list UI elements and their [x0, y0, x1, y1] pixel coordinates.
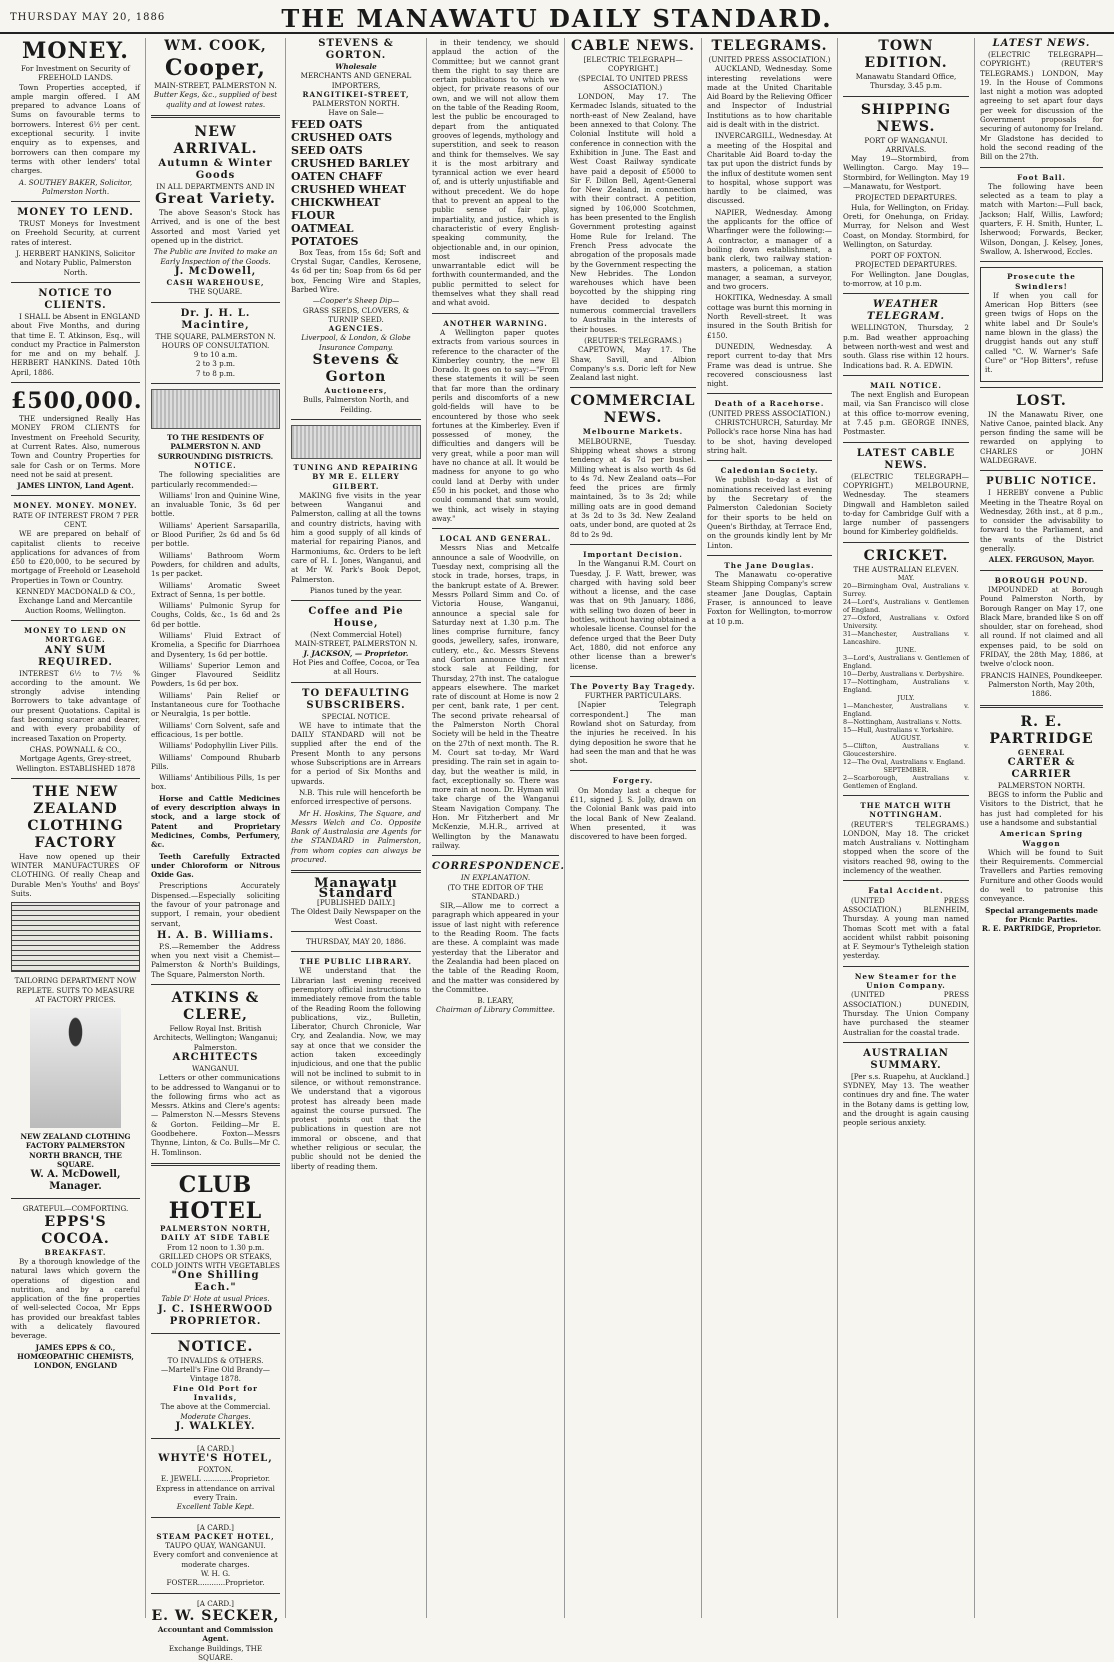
arrival-heading: NEW ARRIVAL. [173, 123, 258, 157]
nb-rule: N.B. This rule will henceforth be enforced irrespective of persons. [291, 787, 421, 807]
moderate-charges: Moderate Charges. [180, 1411, 251, 1421]
column-7 [838, 38, 975, 1618]
williams-item: Williams' Podophyllin Liver Pills. [159, 741, 279, 751]
published-daily: [PUBLISHED DAILY.] [317, 897, 395, 907]
sg-auctioneers-heading: Stevens & Gorton [312, 352, 400, 386]
shipping-heading: SHIPPING NEWS. [860, 101, 952, 135]
dunedin-telegram: DUNEDIN, Wednesday. A report current to-day that Mrs Frame was dead is untrue. She recovered consciousness last night. [707, 341, 832, 389]
cricket-fixtures [843, 574, 969, 790]
fixture-line: SEPTEMBER. [883, 765, 929, 774]
swindlers-body: If when you call for American Hop Bitters (see green twigs of Hops on the white label and Dr Soule's name blown in the glass) the druggist hands out any stuff called "C. W. Warner's Safe Cure" or "Hop Bitters", refuse it. [985, 290, 1098, 375]
in-all-departments: IN ALL DEPARTMENTS AND IN [156, 181, 275, 191]
melbourne-body: MELBOURNE, Tuesday. Shipping wheat shows a strong tendency at 4s 7d per bushel. Milling wheat is also worth 4s 6d to 4s 7d. New Zealand oats—For feed the prices are firmly maintained, 3s to 3s 2d; while milling oats are in good demand at 3s 2d to 3s 3d. New Zealand oats, under bond, are quoted at 2s 8d to 2s 9d. [570, 436, 696, 539]
gilbert-body: MAKING five visits in the year between Wanganui and Palmerston, calling at all the towns and country districts, having with him a good supply of all kinds of material for repairing Pianos, and Harmoniums, &c. Orders to be left care of H. I. Jones, Wanganui, and at Mr W. Park's Book Depot, Palmerston. [291, 490, 421, 584]
port-wanganui: PORT OF WANGANUI. [864, 135, 948, 145]
football-body: The following have been selected as a team to play a match with Marton:—Full back, Jackson; Half, Willis, Lawford; quarters, F. H. Smith, Hunter, L. Isherwood; Forwards, Becker, Wilson, Dongan, J. Kelsey, Jones, Swallow, A. Isherwood, Eccles. [980, 181, 1103, 256]
fatal-heading: Fatal Accident. [868, 886, 944, 896]
mail-heading: MAIL NOTICE. [870, 380, 942, 390]
martell: —Martell's Fine Old Brandy—Vintage 1878. [161, 1365, 270, 1384]
williams-signature: H. A. B. Williams. [157, 929, 274, 941]
racehorse-sub: (UNITED PRESS ASSOCIATION.) [708, 408, 831, 418]
hours-3: 7 to 8 p.m. [195, 368, 236, 378]
steam-packet: STEAM PACKET HOTEL, [156, 1531, 275, 1541]
agents-note: Mr H. Hoskins, The Square, and Messrs Welch and Co. Opposite Bank of Australasia are Agents for the STANDARD in Palmerston, from whom copies can always be procured. [291, 808, 421, 865]
liverpool: Liverpool, & London, & Globe Insurance Company. [301, 333, 411, 352]
pownall-signature: CHAS. POWNALL & CO., Mortgage Agents, Grey-street, Wellington. ESTABLISHED 1878 [15, 744, 136, 773]
fixture-line: 17—Nottingham, Australians v. England. [843, 677, 969, 694]
goods-item: POTATOES [291, 234, 359, 248]
one-shilling: "One Shilling Each." [171, 1270, 260, 1294]
williams-item: Williams' Corn Solvent, safe and efficacious, 1s per bottle. [151, 720, 280, 739]
residents-heading: TO THE RESIDENTS OF PALMERSTON N. AND SURROUNDING DISTRICTS. [157, 433, 274, 461]
partridge-sign: R. E. PARTRIDGE, Proprietor. [981, 924, 1102, 934]
weather-heading: WEATHER TELEGRAM. [867, 299, 945, 323]
grilled: GRILLED CHOPS OR STEAKS, COLD JOINTS WITH VEGETABLES [151, 1251, 280, 1271]
partridge-pn: PALMERSTON NORTH. [997, 780, 1086, 790]
pianos-tuned: Pianos tuned by the year. [309, 585, 403, 595]
cricket-heading: CRICKET. [863, 547, 949, 564]
fixture-line: JUNE. [895, 645, 917, 654]
epps-heading: EPPS'S COCOA. [41, 1213, 110, 1247]
williams-item: Williams' Aperient Sarsaparilla, or Blood Purifier, 2s 6d and 5s 6d per bottle. [151, 520, 280, 549]
auctioneers: Auctioneers, [324, 386, 388, 396]
fixture-line: 31—Manchester, Australians v. Lancashire. [843, 629, 969, 646]
cable-heading: CABLE NEWS. [571, 38, 695, 54]
column-4 [427, 38, 565, 1618]
club-hotel-heading: CLUB HOTEL [168, 1171, 263, 1224]
lend-heading: MONEY TO LEND. [17, 207, 134, 219]
fixture-line: 12—The Oval, Australians v. England. [843, 757, 966, 766]
williams-item: Williams' Bathroom Worm Powders, for children and adults, 1s per packet. [151, 550, 280, 579]
secker-address: Exchange Buildings, THE SQUARE. [168, 1643, 263, 1662]
fixture-line: 20—Birmingham Oval, Australians v. Surrey. [843, 581, 969, 598]
williams-item: Williams' Superior Lemon and Ginger Flavoured Seidlitz Powders, 1s 6d per box. [151, 660, 280, 689]
fixture-line: 15—Hull, Australians v. Yorkshire. [843, 725, 954, 734]
fixture-line: 8—Nottingham, Australians v. Notts. [843, 717, 962, 726]
williams-item: Williams' Pain Relief or Instantaneous cure for Toothache or Neuralgia, 1s per bottle. [151, 690, 280, 719]
fixture-line: 2—Scarborough, Australians v. Gentlemen of England. [843, 773, 969, 790]
library-heading: THE PUBLIC LIBRARY. [299, 957, 412, 967]
nz-clothing-heading: THE NEW ZEALAND CLOTHING FACTORY [27, 783, 124, 851]
williams-list [151, 491, 280, 792]
defaulting-heading: TO DEFAULTING SUBSCRIBERS. [302, 687, 410, 711]
goods-item: FLOUR [291, 208, 335, 222]
rangitikei: RANGITIKEI-STREET, [302, 89, 410, 99]
whyte-hotel: WHYTE'S HOTEL, [158, 1453, 273, 1465]
town-edition-time: Thursday, 3.45 p.m. [869, 81, 942, 91]
port-invalids: Fine Old Port for Invalids, [173, 1383, 258, 1402]
table-dhote: Table D' Hote at usual Prices. [161, 1294, 270, 1304]
latest-cable-body: (ELECTRIC TELEGRAPH—COPYRIGHT.) MELBOURNE, Wednesday. The steamers Dingwall and Hambleton sailed to-day for Cambridge Gulf with a large number of passengers bound for Kimberley goldfields. [843, 471, 969, 537]
fatal-body: (UNITED PRESS ASSOCIATION.) BLENHEIM, Thursday. A young man named Thomas Scott met with a fatal accident whilst rabbit poisoning at F. Seymour's Tytheleigh station yesterday. [843, 895, 969, 961]
whyte-card: [A CARD.] [197, 1443, 234, 1453]
proprietor-label: PROPRIETOR. [169, 1315, 262, 1327]
column-3 [286, 38, 427, 1618]
coffee-address: MAIN-STREET, PALMERSTON N. [294, 639, 418, 649]
foxton-body: For Wellington. Jane Douglas, to-morrow, at 10 p.m. [843, 269, 969, 289]
williams-item: Williams' Compound Rhubarb Pills. [151, 752, 280, 771]
fixture-line: 1—Manchester, Australians v. England. [843, 701, 969, 718]
masthead [0, 0, 1114, 34]
grass-seeds: GRASS SEEDS, CLOVERS, & TURNIP SEED. [302, 305, 410, 324]
secker-card: [A CARD.] [197, 1598, 234, 1608]
swindlers-box [980, 267, 1103, 381]
leary-signature: B. LEARY, [477, 996, 514, 1006]
warning-heading: ANOTHER WARNING. [443, 318, 548, 328]
important-body: In the Wanganui R.M. Court on Tuesday, J. F. Watt, brewer, was charged with having sold beer without a license, and the case was that on 9th January, 1886, with selling two dozen of beer in bottles, without having obtained a wholesale license. Counsel for the defence urged that the Beer Duty Act, 1880, did not enforce any other license than a brewer's license. [570, 559, 696, 671]
melbourne-heading: Melbourne Markets. [582, 427, 684, 437]
racehorse-body: CHRISTCHURCH, Saturday. Mr Pollock's race horse Nina has had to be shot, having developed string halt. [707, 417, 832, 455]
williams-ps: P.S.—Remember the Address when you next visit a Chemist—Palmerston & North's Buildings, The Square, Palmerston North. [151, 941, 280, 979]
jane-body: The Manawatu co-operative Steam Shipping Company's screw steamer Jane Douglas, Captain Fraser, is announced to leave Foxton for Wellington, to-morrow at 10 p.m. [707, 570, 832, 626]
bulls: Bulls, Palmerston North, and Feilding. [303, 395, 409, 414]
jane-heading: The Jane Douglas. [724, 560, 815, 570]
racehorse-heading: Death of a Racehorse. [714, 399, 825, 409]
agencies: AGENCIES. [328, 324, 384, 334]
epps-pre: GRATEFUL—COMFORTING. [22, 1204, 129, 1214]
explanation-heading: IN EXPLANATION. [460, 873, 531, 883]
notice-heading: NOTICE. [194, 460, 237, 470]
cooper-heading: Cooper, [165, 55, 266, 81]
partridge-body: BEGS to inform the Public and Visitors to the District, that he has just had completed for his use a handsome and substantial [980, 790, 1103, 827]
caledonian-body: We publish to-day a list of nominations received last evening by the Secretary of the Palmerston Caledonian Society for their sports to be held on Queen's Birthday, at Terrace End, on the grounds kindly lent by Mr Linton. [707, 475, 832, 550]
nz-clothing-side: TAILORING DEPARTMENT NOW REPLETE. SUITS TO MEASURE AT FACTORY PRICES. [14, 976, 137, 1004]
ferguson-signature: ALEX. FERGUSON, Mayor. [988, 555, 1095, 565]
latest-news-heading: LATEST NEWS. [992, 38, 1091, 49]
cook-address: MAIN-STREET, PALMERSTON N. [154, 81, 277, 90]
goods-item: OATEN CHAFF [291, 169, 383, 183]
lend-body: TRUST Moneys for Investment on Freehold Security, at current rates of interest. [11, 219, 140, 247]
invercargill-telegram: INVERCARGILL, Wednesday. At a meeting of the Hospital and Charitable Aid Board to-day the tax put upon the district funds by the influx of destitute women sent to hospital, whose support was hardly to be claimed, was discussed. [707, 131, 832, 206]
goods-item: CRUSHED BARLEY [291, 156, 410, 170]
goods-item: OATMEAL [291, 221, 354, 235]
money-body: Town Properties accepted, if ample margin offered. I AM prepared to advance Loans of Sums on favourable terms to borrowers. Interest 6½ per cent. exceptional security. I invite enquiry as to expenses, and borrowers can then compare my terms with other lenders' total charges. [11, 82, 140, 176]
standard-nameplate: Manawatu Standard [314, 876, 398, 901]
kennedy-signature: KENNEDY MACDONALD & CO., Exchange Land and Mercantile Auction Rooms, Wellington. [15, 587, 136, 615]
column-1 [6, 38, 146, 1618]
correspondence-to: (TO THE EDITOR OF THE STANDARD.) [447, 882, 544, 901]
capetown: CAPETOWN, May 17. The Shaw, Savill, and Albion Company's s.s. Doric left for New Zealand last night. [570, 345, 696, 383]
daily-time: From 12 noon to 1.30 p.m. [166, 1242, 265, 1252]
steam-address: TAUPO QUAY, WANGANUI. [165, 1541, 266, 1551]
poverty-body: [Napier Telegraph correspondent.] The man Rowland shot on Saturday, from the injuries he received. In his dying deposition he swore that he had seen the man and that he was shot. [570, 700, 696, 766]
nz-branch: NEW ZEALAND CLOTHING FACTORY PALMERSTON NORTH BRANCH, THE SQUARE. [20, 1132, 131, 1170]
ship-illustration [151, 389, 280, 429]
steamer-body: (UNITED PRESS ASSOCIATION.) DUNEDIN, Thursday. The Union Company have purchased the steamer Australian for the coastal trade. [843, 990, 969, 1037]
correspondence-heading: CORRESPONDENCE. [432, 861, 566, 873]
projected-body: Hula, for Wellington, on Friday. Oreti, for Onehunga, on Friday. Murray, for Nelson and West Coast, on Monday. Stormbird, for Wellington, on Saturday. [843, 202, 969, 249]
warning-body: A Wellington paper quotes extracts from various sources in reference to the character of the Kimberley country, the new El Dorado. It goes on to say:—"From these statements it will be seen that far more than the ordinary perils and discomforts of a new gold-fields will have to be encountered by those who seek fortunes at the Kimberley. Even if possessed of money, the difficulties and dangers will be very great, while a poor man will have no chance at all. It would be madness for anyone to go who could land at Derby with under £50 in his pocket, and those who could command that sum would, we think, act wisely in staying away." [432, 327, 559, 523]
mortgage-heading: MONEY TO LEND ON MORTGAGE. [24, 625, 127, 645]
pound-body: IMPOUNDED at Borough Pound Palmerston North, by Borough Ranger on May 17, one Black Mare, branded like S on off shoulder, star on forehead, shod all round. If not claimed and all expenses paid, to be sold on FRIDAY, the 28th May, 1886, at twelve o'clock noon. [980, 584, 1103, 669]
forgery-heading: Forgery. [612, 776, 654, 786]
epps-subheading: BREAKFAST. [44, 1247, 107, 1257]
autumn-heading: Autumn & Winter Goods [158, 157, 273, 181]
goods-item: CHICKWHEAT [291, 195, 381, 209]
notts-heading: THE MATCH WITH NOTTINGHAM. [860, 800, 952, 820]
coffee-sub: (Next Commercial Hotel) [310, 630, 402, 640]
fixture-line: 24—Lord's, Australians v. Gentlemen of England. [843, 597, 969, 614]
prescriptions: Prescriptions Accurately Dispensed.—Especially soliciting the favour of your patronage and support, I remain, your obedient servant, [151, 881, 280, 928]
daily-side-table: DAILY AT SIDE TABLE [160, 1233, 271, 1243]
great-variety: Great Variety. [155, 191, 276, 208]
goods-item: CRUSHED OATS [291, 130, 393, 144]
waggon-heading: American Spring Waggon [999, 829, 1084, 848]
coffee-heading: Coffee and Pie House, [308, 606, 404, 630]
sheep-dip: —Cooper's Sheep Dip— [312, 296, 400, 306]
auckland-telegram: AUCKLAND, Wednesday. Some interesting revelations were made at the United Charitable Aid Board by the Relieving Officer and Inspector of Industrial Institutions as to how charitable aid is dealt with in the district. [707, 64, 832, 130]
architects-heading: ARCHITECTS [172, 1051, 259, 1063]
partridge-heading: R. E. PARTRIDGE [989, 713, 1094, 747]
important-heading: Important Decision. [583, 549, 683, 559]
horse-medicines: Horse and Cattle Medicines of every description always in stock, and a large stock of Patent and Proprietary Medicines, Combs, Perfumery, &c. [151, 793, 280, 850]
williams-item: Williams' Fluid Extract of Kromelia, a Specific for Diarrhoea and Dysentery, 1s 6d per bottle. [151, 630, 280, 659]
isherwood-name: J. C. ISHERWOOD [157, 1303, 274, 1315]
fixture-line: 27—Oxford, Australians v. Oxford University. [843, 613, 969, 630]
public-notice-heading: PUBLIC NOTICE. [986, 476, 1097, 488]
baker-signature: A. SOUTHEY BAKER, Solicitor, Palmerston North. [18, 177, 133, 196]
column-2 [146, 38, 286, 1662]
football-heading: Foot Ball. [1017, 172, 1066, 182]
napier-telegram: NAPIER, Wednesday. Among the applicants for the office of Wharfinger were the following:—A contractor, a manager of a boiling down establishment, a bank clerk, two railway station-masters, a policeman, a station manager, a seaman, a surveyor, and two grocers. [707, 207, 832, 292]
notice-clients-body: I SHALL be Absent in ENGLAND about Five Months, and during that time E. T. Atkinson, Esq., will conduct my Practice in Palmerston for me and on my behalf. J. HERBERT HANKINS. Dated 10th April, 1886. [11, 311, 140, 377]
secker-name: E. W. SECKER, [151, 1607, 280, 1624]
macintire-heading: Dr. J. H. L. Macintire, [180, 307, 251, 331]
town-edition-heading: TOWN EDITION. [864, 38, 948, 71]
defaulting-body: WE have to intimate that the DAILY STANDARD will not be supplied after the end of the Present Month to any persons whose Subscriptions are in Arrears for a period of Six Months and upwards. [291, 720, 421, 786]
correspondence-body: SIR,—Allow me to correct a paragraph which appeared in your issue of last night with reference to the Reading Room. The facts are these. A complaint was made yesterday that the Liberator and the Zealandia had been placed on the table of the Reading Room, and the matter was considered by the Committee. [432, 901, 559, 994]
carter-heading: CARTER & CARRIER [1007, 756, 1076, 780]
poverty-sub: FURTHER PARTICULARS. [584, 691, 682, 701]
fixture-line: 10—Derby, Australians v. Derbyshire. [843, 669, 965, 678]
fixture-line: JULY. [897, 693, 915, 702]
williams-item: Williams' Iron and Quinine Wine, an invaluable Tonic, 3s 6d per bottle. [151, 490, 280, 519]
lost-body: IN the Manawatu River, one Native Canoe, painted black. Any person finding the same will be rewarded on applying to CHARLES or JOHN WALDEGRAVE. [980, 409, 1103, 465]
steam-body: Every comfort and convenience at moderate charges. [153, 1550, 278, 1569]
arrival-body: The above Season's Stock has Arrived, and is one of the best Assorted and most Varied yet opened up in the district. [151, 208, 280, 246]
public-invited: The Public are Invited to make an Early Inspection of the Goods. [153, 247, 278, 266]
any-sum-body: INTEREST 6½ to 7½ % according to the amount. We strongly advise intending Borrowers to take advantage of our present Quotations. Capital is fast becoming scarcer and dearer, and with every probability of increased Taxation on Property. [11, 668, 140, 743]
cable-sub: [ELECTRIC TELEGRAPH—COPYRIGHT.] [583, 55, 683, 74]
linton-signature: JAMES LINTON, Land Agent. [17, 481, 134, 491]
lost-heading: LOST. [1016, 392, 1067, 409]
whyte-table: Excellent Table Kept. [176, 1502, 255, 1512]
sg-pn: PALMERSTON NORTH. [312, 99, 400, 109]
any-sum-heading: ANY SUM REQUIRED. [38, 644, 113, 668]
rate-body: WE are prepared on behalf of capitalist clients to receive applications for advances of from £50 to £20,000, to be secured by mortgage of Freehold or Leasehold Properties in Town or Country. [11, 529, 140, 585]
tuning-heading: TUNING AND REPAIRING [293, 462, 419, 472]
steamer-heading: New Steamer for the Union Company. [854, 971, 958, 991]
money-subheading: For Investment on Security of FREEHOLD LANDS. [21, 64, 130, 83]
poundkeeper: FRANCIS HAINES, Poundkeeper. Palmerston North, May 20th, 1886. [980, 670, 1103, 699]
whyte-jewell: E. JEWELL ............Proprietor. [160, 1474, 271, 1484]
williams-item: Williams' Aromatic Sweet Extract of Senna, 1s per bottle. [151, 580, 280, 599]
commercial-heading: COMMERCIAL NEWS. [570, 393, 696, 427]
hours-heading: HOURS OF CONSULTATION. [161, 340, 270, 350]
cook-heading: WM. COOK, [164, 38, 267, 54]
column-5 [565, 38, 702, 1618]
cable-body: LONDON, May 17. The Kermadec Islands, situated to the north-east of New Zealand, have been annexed to that Colony. The Colonial Institute will hold a conference in connection with the Exhibition in June. The East and West Coast Railway syndicate have paid a deposit of £5000 to Sir F. Dillon Bell, Agent-General for New Zealand, in connection with their contract. A petition, signed by 106,000 Scotchmen, has been presented to the English Government protesting against Home Rule for Ireland. The French Press advocate the abrogation of the proposals made by the Government respecting the New Hebrides. The London warehouses which have been boycotted by the shipping ring have decided to despatch numerous commercial travellers to Australia in the interests of their houses. [570, 92, 696, 334]
sg-heading: STEVENS & GORTON. [318, 38, 394, 61]
tea-body: Box Teas, from 15s 6d; Soft and Crystal Sugar, Candles, Kerosene, 4s 6d per tin; Soap from 6s 6d per box, Fencing Wire and Staples, Barbed Wire. [291, 247, 421, 294]
fixture-line: 5—Clifton, Australians v. Gloucestershire. [843, 741, 969, 758]
atkins-address: Fellow Royal Inst. British Architects, Wellington; Wanganui; Palmerston. [153, 1024, 278, 1052]
hot-pies: Hot Pies and Coffee, Cocoa, or Tea at all Hours. [292, 657, 420, 677]
macintire-address: THE SQUARE, PALMERSTON N. [155, 331, 276, 341]
forgery-body: On Monday last a cheque for £11, signed J. S. Jolly, drawn on the Colonial Bank was paid into the local Bank of New Zealand. When presented, it was discovered to have been forged. [570, 785, 696, 842]
masthead-title: THE MANAWATU DAILY STANDARD. [281, 4, 833, 33]
fixture-line: 3—Lord's, Australians v. Gentlemen of England. [843, 653, 969, 670]
undersigned-body: THE undersigned Really Has MONEY FROM CLIENTS for Investment on Freehold Security, at Current Rates. Also, numerous Town and Country Properties for sale for Cash or on Terms. More need not be said at present. [11, 414, 140, 479]
have-on-sale: Have on Sale— [328, 108, 384, 118]
fixture-line: MAY. [897, 573, 915, 582]
goods-item: SEED OATS [291, 143, 363, 157]
club-address: PALMERSTON NORTH, [159, 1223, 272, 1233]
picnic-parties: Special arrangements made for Picnic Parties. [985, 905, 1098, 924]
library-continued: in their tendency, we should applaud the action of the Committee; but we cannot grant them the right to say there are certain publications to which we object, for private reasons of our own, and we will not allow them on the table of the Reading Room, lest the public be encouraged to depart from the antiquated grooves of legends, mythology and superstition, and seek to reason and think for themselves. We say it is the most arbitrary and tyrannical action we ever heard of, and is utterly unjustifiable and without precedent. We do hope that to prevent an appeal to the public sense of fair play, impartiality, and justice, which is characteristic of every English-speaking community, the objectionable and, in our opinion, most indiscreet and unwarrantable edict will be forthwith countermanded, and the public permitted to select for themselves what they shall read and what avoid. [432, 38, 559, 308]
atkins-heading: ATKINS & CLERE, [171, 990, 260, 1024]
fixture-line: AUGUST. [890, 733, 922, 742]
hours-2: 2 to 3 p.m. [195, 359, 236, 369]
goods-item: CRUSHED WHEAT [291, 182, 406, 196]
general-label: GENERAL [1017, 747, 1066, 757]
cable-sub2: (SPECIAL TO UNITED PRESS ASSOCIATION.) [578, 73, 688, 92]
cook-body: Butter Kegs, &c., supplied of best quality and at lowest rates. [153, 90, 278, 109]
goods-item: FEED OATS [291, 117, 363, 131]
chairman: Chairman of Library Committee. [436, 1005, 555, 1015]
williams-item: Williams' Pulmonic Syrup for Coughs, Colds, &c., 1s 6d and 2s 6d per bottle. [151, 601, 280, 629]
foxton-departures: PROJECTED DEPARTURES. [855, 260, 957, 270]
walkley-name: J. WALKLEY. [175, 1420, 256, 1432]
nz-clothing-body: Have now opened up their WINTER MANUFACTURES OF CLOTHING. Of really Cheap and Durable Men's Youths' and Boys' Suits. [11, 851, 140, 898]
steam-card: [A CARD.] [197, 1522, 234, 1532]
mcdowell-manager: W. A. McDowell, Manager. [30, 1169, 121, 1193]
invalids: TO INVALIDS & OTHERS. [167, 1355, 264, 1365]
above-commercial: The above at the Commercial. [160, 1402, 271, 1412]
standard-office: Manawatu Standard Office, [855, 72, 957, 81]
port-foxton: PORT OF FOXTON. [870, 251, 942, 261]
summary-body: [Per s.s. Ruapehu, at Auckland.] SYDNEY, May 13. The weather continues dry and fine. The water in the Botany dams is getting low, and the drought is again causing people serious anxiety. [843, 1071, 969, 1128]
arrivals-body: May 19—Stormbird, from Wellington. Cargo. May 19—Stormbird, for Wellington. May 19—Manawatu, for Westport. [843, 154, 969, 192]
editorial-date: THURSDAY, MAY 20, 1886. [305, 936, 407, 946]
wanganui-label: WANGANUI. [192, 1063, 239, 1073]
summary-heading: AUSTRALIAN SUMMARY. [863, 1047, 949, 1071]
hankins-signature: J. HERBERT HANKINS, Solicitor and Notary Public, Palmerston North. [15, 249, 136, 277]
mail-body: The next English and European mail, via San Francisco will close at this office to-morrow evening, at 7.45 p.m. GEORGE INNES, Postmaster. [843, 390, 969, 437]
secker-job: Accountant and Commission Agent. [157, 1624, 274, 1644]
telegrams-heading: TELEGRAMS. [711, 38, 828, 54]
goods-list [291, 118, 421, 248]
epps-body: By a thorough knowledge of the natural laws which govern the operations of digestion and nutrition, and by a careful application of the fine properties of well-selected Cocoa, Mr Epps has provided our breakfast tables with a delicately flavoured beverage. [11, 1256, 140, 1341]
pound-heading: BOROUGH POUND. [994, 575, 1089, 585]
cash-warehouse: CASH WAREHOUSE, [166, 277, 265, 287]
arrivals-heading: ARRIVALS. [885, 144, 927, 154]
masthead-date: THURSDAY MAY 20, 1886 [10, 12, 166, 23]
latest-news-body: (ELECTRIC TELEGRAPH—COPYRIGHT.) (REUTER'S TELEGRAMS.) LONDON, May 19. In the House of Commons last night a motion was adopted agreeing to set apart four days per week for discussion of the Government proposals for securing of autonomy for Ireland. Mr Gladstone has decided to hold the second reading of the Bill on the 27th. [980, 50, 1103, 162]
gentleman-figure-illustration [30, 1008, 120, 1128]
gilbert-heading: BY MR E. ELLERY GILBERT. [312, 472, 400, 491]
caledonian-heading: Caledonian Society. [720, 466, 819, 476]
merchants: MERCHANTS AND GENERAL IMPORTERS, [300, 71, 412, 90]
notice-body: The following specialities are particularly recommended:— [151, 470, 280, 489]
jackson: J. JACKSON, — Proprietor. [303, 648, 409, 658]
hours-1: 9 to 10 a.m. [193, 350, 238, 360]
epps-maker: JAMES EPPS & CO., HOMŒOPATHIC CHEMISTS, LONDON, ENGLAND [17, 1342, 134, 1371]
clothing-factory-illustration [11, 902, 140, 972]
reuters: (REUTER'S TELEGRAMS.) [584, 335, 682, 345]
notts-body: (REUTER'S TELEGRAMS.) LONDON, May 18. The cricket match Australians v. Nottingham stopped when the score of the visitors reached 98, owing to the inclemency of the weather. [843, 819, 969, 876]
waggon-body: Which will be found to Suit their Requirements. Commercial Travellers and Parties removing Furniture and other Goods would do well to patronise this conveyance. [980, 847, 1103, 904]
column-6 [702, 38, 838, 1618]
projected-heading: PROJECTED DEPARTURES. [855, 193, 957, 203]
whyte-foxton: FOXTON. [198, 1465, 233, 1475]
money-heading: MONEY. [22, 38, 129, 64]
notice2-heading: NOTICE. [177, 1338, 254, 1355]
telegrams-sub: (UNITED PRESS ASSOCIATION.) [708, 55, 831, 64]
mmm-heading: MONEY. MONEY. MONEY. [13, 501, 138, 511]
architects-body: Letters or other communications to be addressed to Wanganui or to the following firms who act as Messrs. Atkins and Clere's agents:— Palmerston N.—Messrs Stevens & Gorton. Feilding—Mr E. Goodbehere. Foxton—Messrs Thynne, Linton, & Co. Bulls—Mr C. H. Tomlinson. [151, 1073, 280, 1157]
latest-cable-heading: LATEST CABLE NEWS. [856, 447, 956, 471]
local-body: Messrs Nias and Metcalfe announce a sale of Woodville, on Tuesday next, comprising all the stock in trade, horses, traps, in the bankrupt estate of A. Brewer. Messrs Pollard Simm and Co. of Victoria House, Wanganui, announce a special sale for Saturday next at 1.30 p.m. The lines comprise furniture, fancy goods, jewellery, safes, ironware, cutlery, etc., &c. Messrs Stevens and Gorton announce their next stock sale at Feilding, for Thursday, 27th inst. The catalogue appears elsewhere. The market rate of discount at Home is now 2 per cent, bank rate, 1 per cent. The second private rehearsal of the Palmerston North Choral Society will be held in the Theatre on the 27th of next month. The R. M. Court sat to-day, Mr Ward presiding. The rain set in again to-day, but the weather is mild, in fact, exceptionally so. There was more rain at noon. Dr. Hyman will take charge of the Wanganui Steam Navigation Company. The Hon. Mr Fitzherbert and Mr McKenzie, M.H.R., arrived at Wellington by the Manawatu railway. [432, 543, 559, 850]
teeth-extracted: Teeth Carefully Extracted under Chloroform or Nitrous Oxide Gas. [151, 851, 280, 880]
the-square: THE SQUARE. [188, 287, 243, 297]
piano-illustration [291, 425, 421, 459]
library-body: WE understand that the Librarian last evening received peremptory official instructions to immediately remove from the table of the Reading Room the following publications, viz., Bulletin, Liberator, Church Chronicle, War Cry, and Zealandia. Now, we may say at once that we consider the action taken exceedingly injudicious, and one that the public will not be inclined to submit to in silence, or without remonstrance. We understand that a vigorous protest has already been made against the course pursued. The protest points out that the publications in question are not immoral or obscene, and that whether religious or secular, the public should not be denied the liberty of reading them. [291, 966, 421, 1171]
notice-clients-heading: NOTICE TO CLIENTS. [38, 287, 113, 311]
wholesale: Wholesale [335, 62, 377, 71]
oldest-daily: The Oldest Daily Newspaper on the West Coast. [291, 907, 421, 926]
hokitika-telegram: HOKITIKA, Wednesday. A small cottage was burnt this morning in North Revell-street. It was insured in the South British for £150. [707, 293, 832, 340]
whyte-express: Express in attendance on arrival every Train. [156, 1483, 275, 1502]
cricket-sub: THE AUSTRALIAN ELEVEN. [853, 564, 959, 574]
rate-heading: RATE OF INTEREST FROM 7 PER CENT. [12, 510, 139, 529]
weather-body: WELLINGTON, Thursday, 2 p.m. Bad weather approaching between north-west and west and south. Glass rise within 12 hours. Indications bad. R. A. EDWIN. [843, 323, 969, 370]
newspaper-page [6, 38, 1108, 1662]
mcdowell-name: J. McDowell, [174, 265, 257, 277]
local-heading: LOCAL AND GENERAL. [439, 534, 552, 544]
steam-foster: W. H. G. FOSTER............Proprietor. [166, 1569, 265, 1588]
swindlers-heading: Prosecute the Swindlers! [1007, 272, 1076, 291]
big-money-heading: £500,000. [11, 388, 143, 415]
poverty-heading: The Poverty Bay Tragedy. [570, 681, 696, 691]
public-notice-body: I HEREBY convene a Public Meeting in the Theatre Royal on Wednesday, 26th inst., at 8 p.m., to consider the advisability to forward to the Parliament, and the wants of the District generally. [980, 488, 1103, 554]
williams-item: Williams' Antibilious Pills, 1s per box. [151, 773, 280, 792]
column-8 [975, 38, 1108, 1618]
special-notice: SPECIAL NOTICE. [321, 711, 391, 721]
